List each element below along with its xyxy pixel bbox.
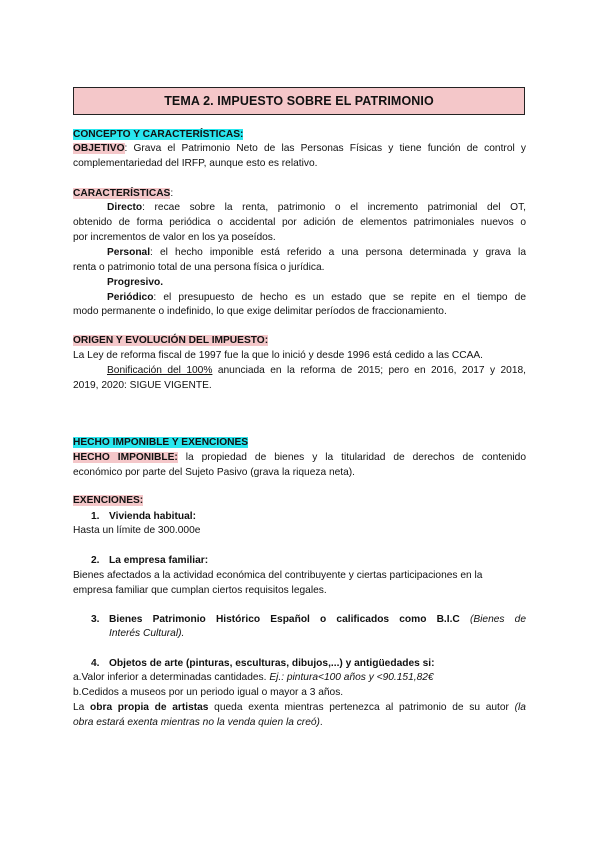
- periodico-text-1: : el presupuesto de hecho es un estado que se repite en el tiempo de: [153, 292, 526, 303]
- hecho-line-1: [73, 451, 526, 464]
- exencion-2-line-2: empresa familiar que cumplan ciertos requisitos legales.: [73, 585, 327, 596]
- exencion-2-title-line: [91, 554, 544, 567]
- directo-text-1: : recae sobre la renta, patrimonio o el incremento patrimonial del OT,: [142, 202, 526, 213]
- obra-line-1: [73, 701, 526, 714]
- periodico-line-2: modo permanente o indefinido, lo que exige delimitar períodos de fraccionamiento.: [73, 306, 447, 317]
- caracteristicas-colon: :: [170, 188, 174, 199]
- exenciones-heading-line: [73, 494, 526, 507]
- exencion-4-a: [73, 671, 526, 684]
- obra-rest: queda exenta mientras pertenezca al patrimonio de su autor: [208, 702, 515, 713]
- page-title: TEMA 2. IMPUESTO SOBRE EL PATRIMONIO: [164, 94, 434, 108]
- exencion-2-title: La empresa familiar:: [109, 555, 209, 566]
- directo-line-3: por incrementos de valor en los ya poseídos.: [73, 232, 276, 243]
- concepto-heading-line: [73, 128, 526, 141]
- hecho-heading: HECHO IMPONIBLE Y EXENCIONES: [73, 437, 249, 448]
- exencion-4-a-text: a.Valor inferior a determinadas cantidades.: [73, 672, 270, 683]
- objetivo-line-2: complementariedad del IRFP, aunque esto es relativo.: [73, 158, 318, 169]
- exencion-3-title-line: [91, 613, 526, 626]
- exencion-4-title-line: [91, 657, 544, 670]
- exencion-3-title: Bienes Patrimonio Histórico Español o calificados como B.I.C: [109, 614, 460, 625]
- exenciones-heading: EXENCIONES:: [73, 495, 144, 506]
- directo-label: Directo: [107, 202, 143, 213]
- personal-label: Personal: [107, 247, 151, 258]
- exencion-2-line-1: Bienes afectados a la actividad económica del contribuyente y ciertas participaciones en la: [73, 570, 483, 581]
- objetivo-line-1: [73, 142, 526, 155]
- exencion-1-title-line: [91, 510, 544, 523]
- origen-line-1: La Ley de reforma fiscal de 1997 fue la que lo inició y desde 1996 está cedido a las CCAA.: [73, 350, 484, 361]
- exencion-3-note-2: Interés Cultural).: [109, 628, 185, 639]
- exencion-3-number: 3.: [91, 614, 100, 625]
- personal-line-1: [107, 246, 526, 259]
- exencion-2-number: 2.: [91, 555, 100, 566]
- caracteristicas-heading-line: [73, 187, 526, 200]
- hecho-line-2: económico por parte del Sujeto Pasivo (grava la riqueza neta).: [73, 467, 356, 478]
- concepto-heading: CONCEPTO Y CARACTERÍSTICAS:: [73, 129, 244, 140]
- exencion-1-text: Hasta un límite de 300.000e: [73, 525, 201, 536]
- origen-heading-line: [73, 334, 526, 347]
- objetivo-text-1: : Grava el Patrimonio Neto de las Personas Físicas y tiene función de control y: [124, 143, 526, 154]
- exencion-1-number: 1.: [91, 511, 100, 522]
- personal-text-1: : el hecho imponible está referido a una persona determinada y grava la: [150, 247, 526, 258]
- obra-line-2: [73, 716, 526, 729]
- title-box: [73, 87, 525, 115]
- obra-italic-1: (la: [514, 702, 526, 713]
- obra-italic-2: obra estará exenta mientras no la venda quien la creó): [73, 717, 320, 728]
- directo-line-1: [107, 201, 526, 214]
- exencion-4-b: b.Cedidos a museos por un periodo igual o mayor a 3 años.: [73, 687, 344, 698]
- periodico-line-1: [107, 291, 526, 304]
- hecho-heading-line: [73, 436, 526, 449]
- exencion-3-note-1: (Bienes de: [459, 614, 526, 625]
- exencion-4-number: 4.: [91, 658, 100, 669]
- directo-line-2: obtenido de forma periódica o accidental por adición de elementos patrimoniales nuevos o: [73, 217, 526, 228]
- periodico-label: Periódico: [107, 292, 154, 303]
- origen-text-2: anunciada en la reforma de 2015; pero en 2016, 2017 y 2018,: [212, 365, 526, 376]
- bonificacion-label: Bonificación del 100%: [107, 365, 213, 376]
- exencion-1-title: Vivienda habitual:: [109, 511, 196, 522]
- progresivo-label: Progresivo.: [107, 277, 164, 288]
- progresivo-line: [107, 276, 526, 289]
- exencion-4-title: Objetos de arte (pinturas, esculturas, dibujos,...) y antigüedades si:: [109, 658, 435, 669]
- obra-end: .: [319, 717, 323, 728]
- objetivo-label: OBJETIVO: [73, 143, 125, 154]
- exencion-4-a-example: Ej.: pintura<100 años y <90.151,82€: [269, 672, 434, 683]
- hecho-label: HECHO IMPONIBLE:: [73, 452, 178, 463]
- origen-heading: ORIGEN Y EVOLUCIÓN DEL IMPUESTO:: [73, 335, 269, 346]
- origen-line-3: 2019, 2020: SIGUE VIGENTE.: [73, 380, 212, 391]
- origen-line-2: [107, 364, 526, 377]
- personal-line-2: renta o patrimonio total de una persona física o jurídica.: [73, 262, 325, 273]
- caracteristicas-heading: CARACTERÍSTICAS: [73, 188, 171, 199]
- obra-pre: La: [73, 702, 91, 713]
- obra-bold: obra propia de artistas: [90, 702, 209, 713]
- hecho-text-1: la propiedad de bienes y la titularidad de derechos de contenido: [177, 452, 526, 463]
